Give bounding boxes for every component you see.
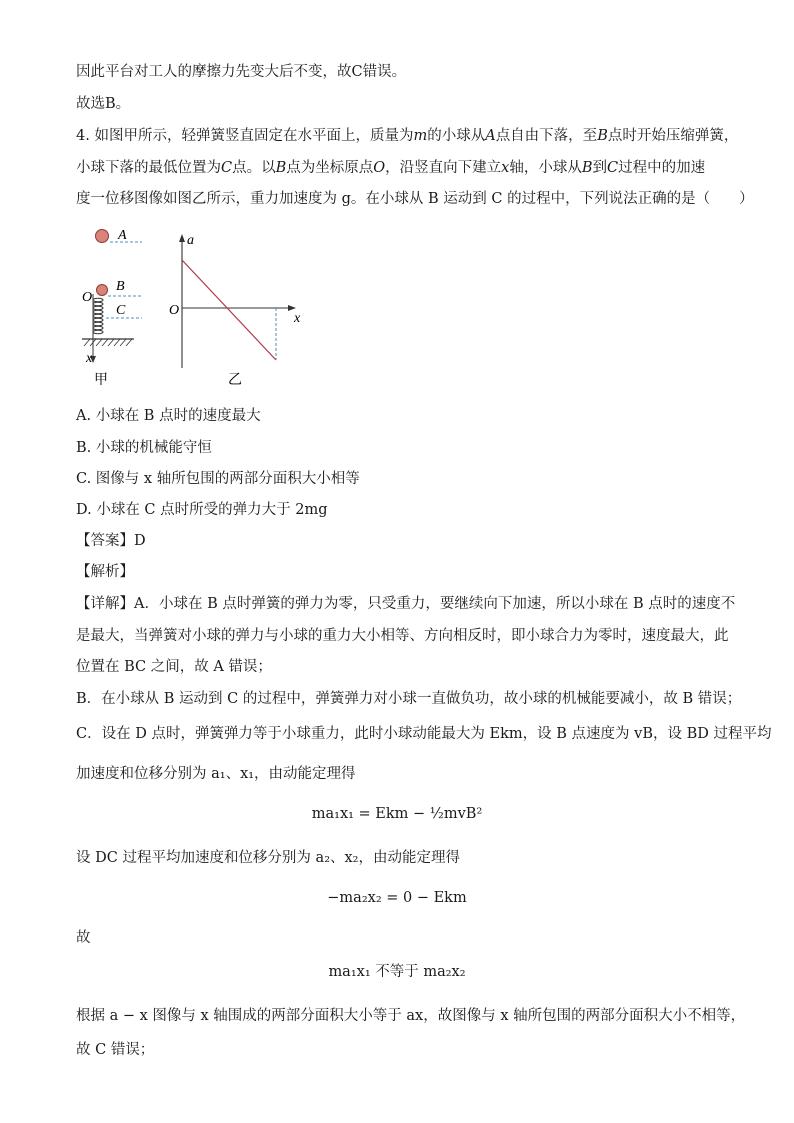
question-line-1: 4. 如图甲所示，轻弹簧竖直固定在水平面上，质量为m的小球从A点自由下落，至B点时开始压缩弹簧， xyxy=(76,128,739,144)
equation-3: ma₁x₁ 不等于 ma₂x₂ xyxy=(328,964,466,980)
question-line-3: 度一位移图像如图乙所示，重力加速度为 g。在小球从 B 运动到 C 的过程中，下列说法正确的是（ ） xyxy=(76,191,754,207)
detail-line-4: B．在小球从 B 运动到 C 的过程中，弹簧弹力对小球一直做负功，故小球的机械能要减小，故 B 错误； xyxy=(76,691,742,707)
detail-line-10: 故 C 错误； xyxy=(76,1042,155,1058)
question-figure xyxy=(76,222,336,392)
equation-2: −ma₂x₂ = 0 − Ekm xyxy=(327,890,467,906)
ball-A xyxy=(96,230,109,243)
detail-line-7: 设 DC 过程平均加速度和位移分别为 a₂、x₂，由动能定理得 xyxy=(76,850,460,866)
figure-jia xyxy=(82,228,142,388)
equation-1: ma₁x₁ = Ekm − ½mvB² xyxy=(311,806,483,822)
detail-line-5: C．设在 D 点时，弹簧弹力等于小球重力，此时小球动能最大为 Ekm，设 B 点速度为 vB，设 BD 过程平均 xyxy=(76,726,772,742)
caption-jia: 甲 xyxy=(94,372,108,388)
text-line-2: 故选B。 xyxy=(76,96,131,112)
option-C: C. 图像与 x 轴所包围的两部分面积大小相等 xyxy=(76,471,360,487)
question-line-2: 小球下落的最低位置为C点。以B点为坐标原点O，沿竖直向下建立x轴，小球从B到C过程中的加速 xyxy=(76,160,706,176)
label-C: C xyxy=(116,303,126,318)
label-B: B xyxy=(116,279,125,294)
label-O-left: O xyxy=(82,290,93,305)
analysis-header: 【解析】 xyxy=(76,564,134,580)
option-B: B. 小球的机械能守恒 xyxy=(76,440,212,456)
option-A: A. 小球在 B 点时的速度最大 xyxy=(76,408,261,424)
detail-line-2: 是最大，当弹簧对小球的弹力与小球的重力大小相等、方向相反时，即小球合力为零时，速度最大，此 xyxy=(76,628,729,644)
label-a: a xyxy=(187,233,194,248)
figure-yi xyxy=(169,233,301,388)
ball-B xyxy=(97,285,108,296)
text-line-1: 因此平台对工人的摩擦力先变大后不变，故C错误。 xyxy=(76,64,407,80)
label-x-left: x xyxy=(86,351,93,366)
label-A: A xyxy=(118,228,127,243)
spring xyxy=(93,298,103,334)
label-x-right: x xyxy=(294,311,301,326)
caption-yi: 乙 xyxy=(228,372,242,388)
label-O-right: O xyxy=(169,303,180,318)
a-axis-arrow xyxy=(179,234,185,242)
a-x-line xyxy=(182,260,276,360)
detail-line-3: 位置在 BC 之间，故 A 错误； xyxy=(76,659,272,675)
option-D: D. 小球在 C 点时所受的弹力大于 2mg xyxy=(76,502,328,518)
answer: 【答案】D xyxy=(76,533,146,549)
detail-line-9: 根据 a − x 图像与 x 轴围成的两部分面积大小等于 ax，故图像与 x 轴所包围的两部分面积大小不相等， xyxy=(76,1008,746,1024)
ground-hatch xyxy=(84,339,132,346)
detail-line-8: 故 xyxy=(76,930,91,946)
detail-line-6: 加速度和位移分别为 a₁、x₁，由动能定理得 xyxy=(76,766,356,782)
detail-line-1: 【详解】A．小球在 B 点时弹簧的弹力为零，只受重力，要继续向下加速，所以小球在 B 点时的速度不 xyxy=(76,596,736,612)
